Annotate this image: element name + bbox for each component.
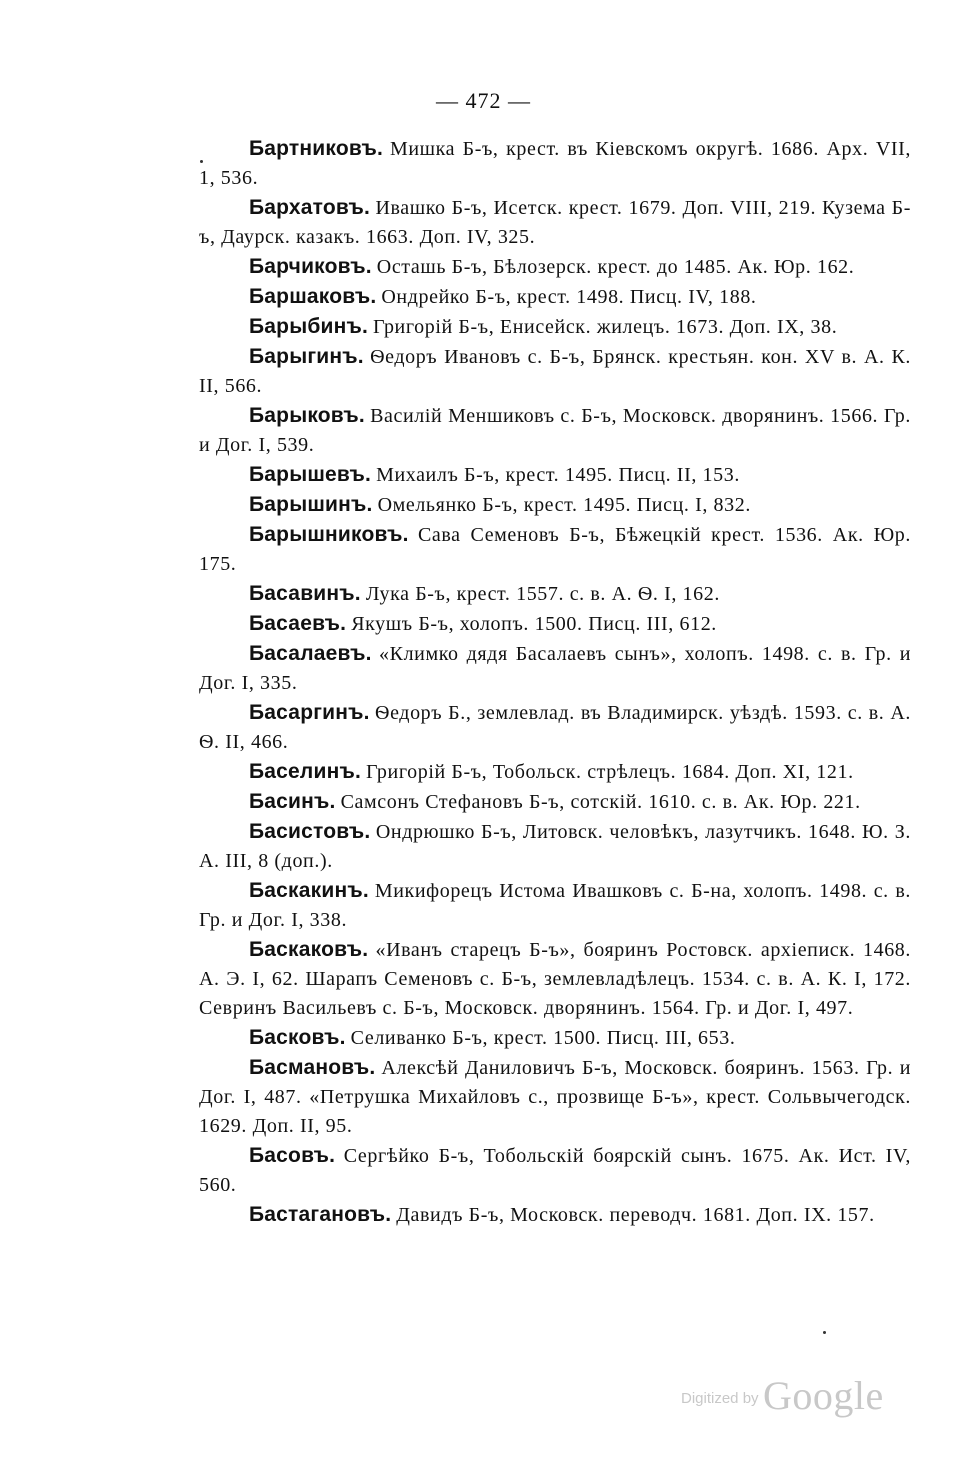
entry-headword: Баршаковъ. [249, 285, 377, 308]
entry-headword: Басинъ. [249, 790, 336, 813]
entry [199, 1023, 911, 1053]
entry [199, 876, 911, 935]
entry [199, 282, 911, 312]
google-logo: Google [763, 1373, 884, 1418]
scan-speck [200, 160, 203, 163]
entry [199, 935, 911, 1023]
entry-text: Якушъ Б-ъ, холопъ. 1500. Писц. III, 612. [351, 613, 717, 635]
entry-text: Григорій Б-ъ, Енисейск. жилецъ. 1673. Доп. IX, 38. [373, 316, 838, 338]
entry-text: Ивашко Б-ъ, Исетск. крест. 1679. Доп. VIII, 219. Кузема Б-ъ, Даурск. казакъ. 1663. Доп. IV, 325. [199, 197, 911, 248]
dictionary-entries [199, 134, 911, 1230]
entry [199, 757, 911, 787]
entry [199, 1141, 911, 1200]
entry-headword: Басковъ. [249, 1026, 346, 1049]
entry [199, 609, 911, 639]
entry-text: Осташь Б-ъ, Бѣлозерск. крест. до 1485. Ак. Юр. 162. [376, 256, 855, 278]
entry-text: Лука Б-ъ, крест. 1557. с. в. А. Ѳ. I, 162. [365, 583, 720, 605]
entry [199, 698, 911, 757]
entry-headword: Барыковъ. [249, 404, 365, 427]
entry-headword: Басаргинъ. [249, 701, 370, 724]
entry-text: Ѳедоръ Б., землевлад. въ Владимирск. уѣздѣ. 1593. с. в. А. Ѳ. II, 466. [199, 702, 911, 753]
entry-text: Григорій Б-ъ, Тобольск. стрѣлецъ. 1684. Доп. XI, 121. [366, 761, 854, 783]
entry [199, 342, 911, 401]
entry [199, 401, 911, 460]
entry-headword: Басистовъ. [249, 820, 371, 843]
entry-headword: Барчиковъ. [249, 255, 372, 278]
entry-headword: Басовъ. [249, 1144, 336, 1167]
entry-text: Василій Меншиковъ с. Б-ъ, Московск. дворянинъ. 1566. Гр. и Дог. I, 539. [199, 405, 911, 456]
entry-headword: Баскакинъ. [249, 879, 369, 902]
entry-headword: Барышниковъ. [249, 523, 409, 546]
entry-text: «Климко дядя Басалаевъ сынъ», холопъ. 1498. с. в. Гр. и Дог. I, 335. [199, 643, 912, 694]
entry-text: «Иванъ старецъ Б-ъ», бояринъ Ростовск. архіеписк. 1468. А. Э. I, 62. Шарапъ Семеновъ с. Б-ъ, землевладѣлецъ. 1534. с. в. А. К. I, 172. Севринъ Васильевъ с. Б-ъ, Московск. дворянинъ. 1564. Гр. и Дог. I, 497. [199, 939, 912, 1019]
page-number: — 472 — [436, 88, 531, 113]
entry-headword: Бартниковъ. [249, 137, 383, 160]
entry-headword: Барышевъ. [249, 463, 372, 486]
entry [199, 134, 911, 193]
entry-text: Самсонъ Стефановъ Б-ъ, сотскій. 1610. с. в. Ак. Юр. 221. [340, 791, 861, 813]
digitized-watermark [681, 1372, 884, 1419]
entry-headword: Бастагановъ. [249, 1203, 392, 1226]
entry-headword: Басалаевъ. [249, 642, 372, 665]
entry-headword: Баскаковъ. [249, 938, 369, 961]
entry [199, 520, 911, 579]
entry [199, 193, 911, 252]
entry-text: Омельянко Б-ъ, крест. 1495. Писц. I, 832. [377, 494, 751, 516]
entry [199, 639, 911, 698]
entry-headword: Басавинъ. [249, 582, 361, 605]
entry-text: Ондрейко Б-ъ, крест. 1498. Писц. IV, 188. [381, 286, 757, 308]
entry-headword: Басмановъ. [249, 1056, 376, 1079]
entry-text: Сава Семеновъ Б-ъ, Бѣжецкій крест. 1536. Ак. Юр. 175. [199, 524, 912, 575]
entry-headword: Барыбинъ. [249, 315, 369, 338]
entry-text: Давидъ Б-ъ, Московск. переводч. 1681. Доп. IX. 157. [396, 1204, 875, 1226]
entry-text: Ондрюшко Б-ъ, Литовск. человѣкъ, лазутчикъ. 1648. Ю. З. А. III, 8 (доп.). [199, 821, 911, 872]
entry-headword: Барышинъ. [249, 493, 373, 516]
entry-headword: Баселинъ. [249, 760, 362, 783]
entry [199, 1053, 911, 1141]
entry-text: Михаилъ Б-ъ, крест. 1495. Писц. II, 153. [376, 464, 740, 486]
entry [199, 817, 911, 876]
entry [199, 1200, 911, 1230]
entry-headword: Басаевъ. [249, 612, 347, 635]
entry-text: Мишка Б-ъ, крест. въ Кіевскомъ округѣ. 1686. Арх. VII, 1, 536. [199, 138, 911, 189]
watermark-prefix: Digitized by [681, 1390, 759, 1407]
entry [199, 787, 911, 817]
entry-text: Сергѣйко Б-ъ, Тобольскій боярскій сынъ. 1675. Ак. Ист. IV, 560. [199, 1145, 912, 1196]
entry [199, 579, 911, 609]
scan-speck [823, 1331, 826, 1334]
entry [199, 252, 911, 282]
entry-text: Ѳедоръ Ивановъ с. Б-ъ, Брянск. крестьян. кон. XV в. А. К. II, 566. [199, 346, 912, 397]
entry-text: Селиванко Б-ъ, крест. 1500. Писц. III, 653. [350, 1027, 736, 1049]
entry-headword: Бархатовъ. [249, 196, 371, 219]
entry-headword: Барыгинъ. [249, 345, 364, 368]
entry [199, 312, 911, 342]
entry-text: Алексѣй Даниловичъ Б-ъ, Московск. бояринъ. 1563. Гр. и Дог. I, 487. «Петрушка Михайловъ с., прозвище Б-ъ», крест. Сольвычегодск. 1629. Доп. II, 95. [199, 1057, 912, 1137]
entry [199, 460, 911, 490]
entry [199, 490, 911, 520]
entry-text: Микифорецъ Истома Ивашковъ с. Б-на, холопъ. 1498. с. в. Гр. и Дог. I, 338. [199, 880, 911, 931]
